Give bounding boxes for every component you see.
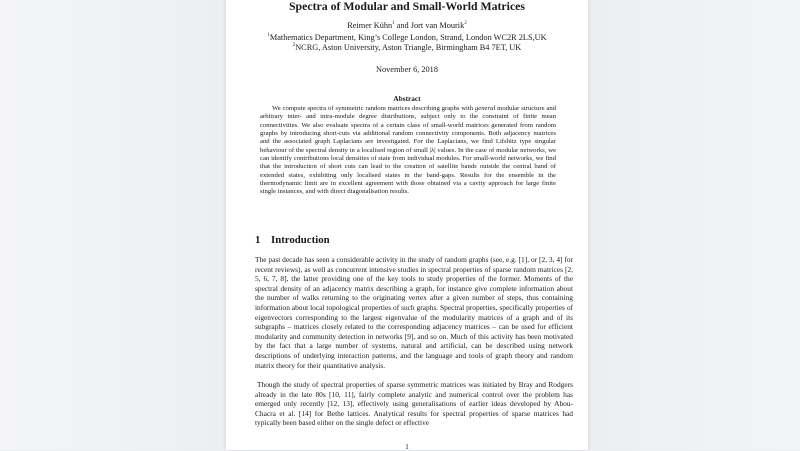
- viewer-background-left: [0, 0, 226, 450]
- author-name: Jort van Mourik: [410, 21, 465, 30]
- affiliation-text: NCRG, Aston University, Aston Triangle, Birmingham B4 7ET, UK: [295, 43, 522, 52]
- affiliation-mark: 1: [392, 21, 395, 27]
- abstract-text-part: We compute spectra of symmetric random matrices describing graphs with: [272, 105, 475, 112]
- affiliation-2: [226, 43, 588, 53]
- body-paragraph: Though the study of spectral properties of sparse symmetric matrices was initiated by Bray and Rodgers already in the late 80s [10, 11], fairly complete analytic and numerical control over the problem has emerged only recently [12, 13], effectively using generalisations of earlier ideas developed by Abou-Chacra et al. [14] for Bethe lattices. Analytical results for spectral properties of sparse matrices had typically been based either on the single defect or effective: [255, 380, 573, 428]
- affiliation-text: Mathematics Department, King’s College London, Strand, London WC2R 2LS,UK: [269, 33, 547, 42]
- abstract-emphasis: general: [474, 105, 496, 112]
- abstract-text: [260, 105, 556, 197]
- author-line: [226, 21, 588, 31]
- section-title: Introduction: [271, 234, 330, 246]
- body-paragraph: The past decade has seen a considerable activity in the study of random graphs (see, e.g. [1], or [2, 3, 4] for recent reviews), as well as concurrent intensive studies in spectral properties of sparse random matrices [2, 5, 6, 7, 8], the latter providing one of the key tools to study properties of the former. Moments of the spectral density of an adjacency matrix describing a graph, for instance give complete information about the number of walks returning to the originating vertex after a given number of steps, thus containing information about local topological properties of such graphs. Spectral properties, specifically properties of eigenvectors corresponding to the largest eigenvalue of the modularity matrices of a graph and of its subgraphs – matrices closely related to the corresponding adjacency matrices – can be used for efficient modularity and community detection in networks [9], and so on. Much of this activity has been motivated by the fact that a large number of systems, natural and artificial, can be described using network descriptions of underlying interaction patterns, and the language and tools of graph theory and random matrix theory for their quantitative analysis.: [255, 255, 573, 370]
- abstract-heading: Abstract: [393, 94, 421, 103]
- author-conjunction: and: [394, 21, 411, 30]
- affiliation-mark: 2: [464, 21, 467, 27]
- abstract-text-part: modular structure and arbitrary inter- and intra-module degree distributions, subject only to the constraint of finite mean connectivities. We also evaluate spectra of a certain class of small-world matrices generated from random graphs by introducing short-cuts via additional random connectivity components. Both adjacency matrices and the associated graph Laplacians are investigated. For the Laplacians, we find Lifshitz type singular behaviour of the spectral density in a localised region of small |λ| values. In the case of modular networks, we can identify contributions local densities of state from individual modules. For small-world networks, we find that the introduction of short cuts can lead to the creation of satellite bands outside the central band of extended states, exhibiting only localised states in the band-gaps. Results for the ensemble in the thermodynamic limit are in excellent agreement with those obtained via a cavity approach for large finite single instances, and with direct diagonalisation results.: [260, 105, 557, 196]
- affiliation-mark: 1: [267, 33, 270, 39]
- paper-title: Spectra of Modular and Small-World Matrices: [288, 0, 526, 13]
- paper-date: November 6, 2018: [376, 65, 438, 74]
- viewer-background-right: [588, 0, 800, 450]
- affiliation-1: [226, 33, 588, 43]
- author-name: Reimer Kühn: [347, 21, 393, 30]
- affiliation-mark: 2: [292, 43, 296, 49]
- section-number: 1: [255, 234, 261, 246]
- document-page: [226, 0, 588, 450]
- page-number: 1: [405, 442, 409, 451]
- section-heading: [255, 234, 330, 246]
